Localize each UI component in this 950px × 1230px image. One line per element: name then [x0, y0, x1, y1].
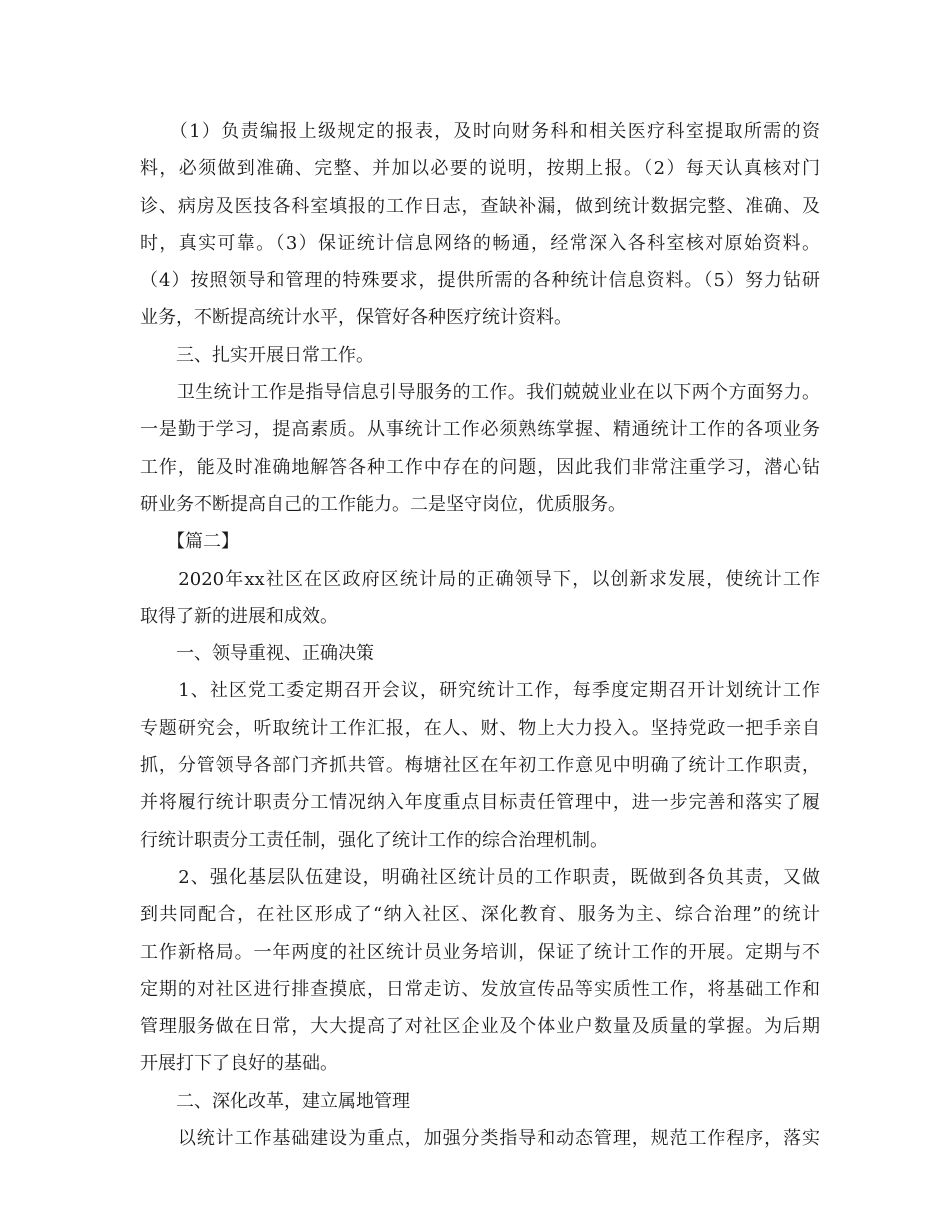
text-line: 【篇二】 — [140, 531, 239, 553]
text-line: 卫生统计工作是指导信息引导服务的工作。我们兢兢业业在以下两个方面努力。 — [140, 382, 820, 404]
text-line: 时，真实可靠。（3）保证统计信息网络的畅通，经常深入各科室核对原始资料。 — [140, 232, 820, 254]
text-line: 工作新格局。一年两度的社区统计员业务培训，保证了统计工作的开展。定期与不 — [140, 941, 820, 963]
text-line: 取得了新的进展和成效。 — [140, 605, 338, 627]
text-line: 诊、病房及医技各科室填报的工作日志，查缺补漏，做到统计数据完整、准确、及 — [140, 195, 820, 217]
text-line: 管理服务做在日常，大大提高了对社区企业及个体业户数量及质量的掌握。为后期 — [140, 1016, 820, 1038]
text-line: （1）负责编报上级规定的报表，及时向财务科和相关医疗科室提取所需的资 — [140, 121, 820, 142]
text-line: 工作，能及时准确地解答各种工作中存在的问题，因此我们非常注重学习，潜心钻 — [140, 456, 820, 478]
text-line: 抓，分管领导各部门齐抓共管。梅塘社区在年初工作意见中明确了统计工作职责， — [140, 755, 820, 777]
text-line: 开展打下了良好的基础。 — [140, 1053, 338, 1075]
text-line: 二、深化改革，建立属地管理 — [140, 1090, 410, 1112]
text-line: 一是勤于学习，提高素质。从事统计工作必须熟练掌握、精通统计工作的各项业务 — [140, 419, 820, 441]
text-line: 业务，不断提高统计水平，保管好各种医疗统计资料。 — [140, 307, 572, 329]
text-line: 专题研究会，听取统计工作汇报，在人、财、物上大力投入。坚持党政一把手亲自 — [140, 717, 820, 739]
text-line: 2、强化基层队伍建设，明确社区统计员的工作职责，既做到各负其责，又做 — [140, 866, 820, 888]
text-line: 以统计工作基础建设为重点，加强分类指导和动态管理，规范工作程序，落实 — [140, 1128, 820, 1150]
text-line: 2020年xx社区在区政府区统计局的正确领导下，以创新求发展，使统计工作 — [140, 568, 820, 590]
text-line: 一、领导重视、正确决策 — [140, 643, 374, 665]
text-line: 并将履行统计职责分工情况纳入年度重点目标责任管理中，进一步完善和落实了履 — [140, 792, 820, 814]
document-body — [140, 113, 820, 1157]
text-line: （4）按照领导和管理的特殊要求，提供所需的各种统计信息资料。（5）努力钻研 — [140, 270, 820, 292]
text-line: 1、社区党工委定期召开会议，研究统计工作，每季度定期召开计划统计工作 — [140, 680, 820, 702]
text-line: 行统计职责分工责任制，强化了统计工作的综合治理机制。 — [140, 829, 608, 851]
text-line: 研业务不断提高自己的工作能力。二是坚守岗位，优质服务。 — [140, 493, 626, 515]
text-line: 三、扎实开展日常工作。 — [140, 344, 374, 366]
text-line: 料，必须做到准确、完整、并加以必要的说明，按期上报。（2）每天认真核对门 — [140, 158, 820, 180]
text-line: 定期的对社区进行排查摸底，日常走访、发放宣传品等实质性工作，将基础工作和 — [140, 978, 820, 1000]
text-line: 到共同配合，在社区形成了“纳入社区、深化教育、服务为主、综合治理”的统计 — [140, 904, 820, 926]
